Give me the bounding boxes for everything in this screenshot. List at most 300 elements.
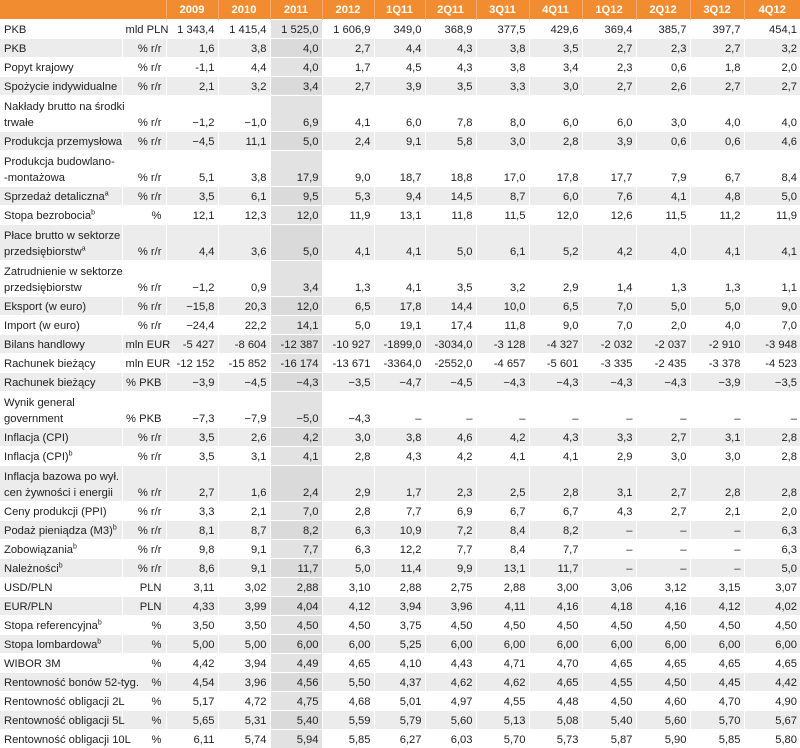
- value-cell: 2,5: [476, 466, 529, 502]
- value-cell: 3,1: [218, 447, 270, 466]
- value-cell: 14,4: [425, 297, 476, 316]
- value-cell: 3,5: [166, 187, 218, 206]
- value-cell: 3,3: [582, 428, 636, 447]
- value-cell: 454,1: [744, 20, 800, 39]
- value-cell: 4,3: [582, 502, 636, 521]
- value-cell: 7,0: [582, 297, 636, 316]
- value-cell: 11,9: [322, 206, 374, 225]
- value-cell: 6,3: [322, 521, 374, 540]
- value-cell: 6,0: [529, 187, 582, 206]
- indicator-name-text: Rentowność obligacji 10L: [4, 734, 131, 746]
- value-cell: 2,88: [476, 578, 529, 597]
- indicator-name-line: [4, 561, 119, 577]
- value-cell: 4,16: [636, 597, 690, 616]
- value-cell: 349,0: [374, 20, 425, 39]
- value-cell: 2,9: [582, 447, 636, 466]
- indicator-name-line: [4, 337, 119, 353]
- value-cell: 3,75: [374, 616, 425, 635]
- value-cell: 5,0: [270, 132, 322, 151]
- value-cell: 5,73: [529, 730, 582, 748]
- indicator-name-line: [4, 228, 119, 244]
- value-cell: 2,7: [322, 39, 374, 58]
- value-cell: 17,8: [374, 297, 425, 316]
- value-cell: 4,1: [476, 447, 529, 466]
- value-cell: −4,7: [374, 373, 425, 392]
- indicator-unit: mln EUR: [122, 335, 166, 354]
- value-cell: 4,4: [218, 58, 270, 77]
- indicator-name-text: Płace brutto w sektorze: [4, 230, 120, 242]
- indicator-name: [0, 354, 122, 373]
- value-cell: -5 601: [529, 354, 582, 373]
- indicator-name-text: Bilans handlowy: [4, 339, 85, 351]
- value-cell: 9,1: [218, 540, 270, 559]
- value-cell: 4,50: [636, 616, 690, 635]
- value-cell: –: [690, 559, 744, 578]
- table-row: [0, 132, 800, 151]
- footnote-marker: a: [105, 190, 109, 197]
- value-cell: 5,0: [690, 297, 744, 316]
- indicator-name-text: Wynik general: [4, 397, 75, 409]
- indicator-name: [0, 730, 122, 748]
- value-cell: 2,7: [636, 502, 690, 521]
- value-cell: 12,0: [270, 297, 322, 316]
- footnote-marker: a: [82, 245, 86, 252]
- value-cell: 6,1: [218, 187, 270, 206]
- indicator-name-line: [4, 599, 119, 615]
- value-cell: 4,11: [476, 597, 529, 616]
- indicator-name-line: [4, 523, 119, 539]
- indicator-name-line: [4, 208, 119, 224]
- value-cell: 4,1: [270, 447, 322, 466]
- value-cell: 7,9: [636, 151, 690, 187]
- value-cell: 2,7: [636, 466, 690, 502]
- value-cell: 7,7: [374, 502, 425, 521]
- value-cell: 4,2: [270, 428, 322, 447]
- indicator-unit: % PKB: [122, 392, 166, 428]
- value-cell: 7,0: [582, 316, 636, 335]
- value-cell: 4,45: [690, 673, 744, 692]
- value-cell: −7,3: [166, 392, 218, 428]
- value-cell: −4,5: [218, 373, 270, 392]
- value-cell: 2,6: [218, 428, 270, 447]
- value-cell: 2,0: [744, 502, 800, 521]
- value-cell: 6,3: [744, 521, 800, 540]
- value-cell: −4,5: [425, 373, 476, 392]
- value-cell: -2552,0: [425, 354, 476, 373]
- value-cell: 3,2: [744, 39, 800, 58]
- indicator-name-text: Należności: [4, 563, 59, 575]
- value-cell: 3,12: [636, 578, 690, 597]
- value-cell: 6,03: [425, 730, 476, 748]
- value-cell: 11,8: [476, 316, 529, 335]
- value-cell: -4 327: [529, 335, 582, 354]
- indicator-name-text: Produkcja budowlano-: [4, 156, 115, 168]
- value-cell: 4,42: [744, 673, 800, 692]
- table-row: [0, 540, 800, 559]
- value-cell: 2,88: [374, 578, 425, 597]
- value-cell: 4,55: [582, 673, 636, 692]
- value-cell: 4,1: [322, 225, 374, 261]
- indicator-name-line: [4, 411, 119, 427]
- indicator-unit: % r/r: [122, 297, 166, 316]
- value-cell: 3,0: [322, 428, 374, 447]
- value-cell: 2,8: [690, 466, 744, 502]
- value-cell: −7,9: [218, 392, 270, 428]
- value-cell: 4,62: [476, 673, 529, 692]
- value-cell: 0,6: [636, 58, 690, 77]
- value-cell: 1,3: [322, 261, 374, 297]
- table-row: [0, 297, 800, 316]
- value-cell: 2,7: [322, 77, 374, 96]
- value-cell: -2 435: [636, 354, 690, 373]
- indicator-unit: % r/r: [122, 466, 166, 502]
- value-cell: 6,5: [322, 297, 374, 316]
- indicator-unit: PLN: [122, 597, 166, 616]
- value-cell: 11,7: [270, 559, 322, 578]
- value-cell: -3 128: [476, 335, 529, 354]
- value-cell: 4,2: [476, 428, 529, 447]
- column-header: 1Q12: [582, 0, 636, 20]
- value-cell: 5,40: [270, 711, 322, 730]
- table-row: [0, 447, 800, 466]
- value-cell: 3,96: [218, 673, 270, 692]
- value-cell: −4,3: [322, 392, 374, 428]
- value-cell: 11,4: [374, 559, 425, 578]
- indicator-name-text: Inflacja bazowa po wył.: [4, 471, 119, 483]
- value-cell: 5,0: [744, 559, 800, 578]
- value-cell: 4,0: [690, 316, 744, 335]
- value-cell: 5,0: [270, 225, 322, 261]
- table-row: [0, 77, 800, 96]
- value-cell: 5,00: [218, 635, 270, 654]
- value-cell: 3,2: [476, 261, 529, 297]
- indicator-name: [0, 635, 122, 654]
- value-cell: -4 657: [476, 354, 529, 373]
- value-cell: −4,3: [636, 373, 690, 392]
- value-cell: 11,1: [218, 132, 270, 151]
- value-cell: -1899,0: [374, 335, 425, 354]
- value-cell: 8,7: [218, 521, 270, 540]
- value-cell: -3 948: [744, 335, 800, 354]
- value-cell: -3034,0: [425, 335, 476, 354]
- value-cell: 6,5: [529, 297, 582, 316]
- value-cell: 2,7: [582, 77, 636, 96]
- indicator-unit: % r/r: [122, 502, 166, 521]
- value-cell: 4,62: [425, 673, 476, 692]
- value-cell: 3,50: [166, 616, 218, 635]
- column-header: 1Q11: [374, 0, 425, 20]
- value-cell: 4,97: [425, 692, 476, 711]
- value-cell: −3,5: [744, 373, 800, 392]
- indicator-name: [0, 20, 122, 39]
- value-cell: 13,1: [374, 206, 425, 225]
- value-cell: 4,12: [322, 597, 374, 616]
- table-row: [0, 354, 800, 373]
- indicator-name-text: EUR/PLN: [4, 601, 53, 613]
- value-cell: 6,3: [322, 540, 374, 559]
- value-cell: 4,10: [374, 654, 425, 673]
- value-cell: 9,9: [425, 559, 476, 578]
- value-cell: 2,8: [744, 447, 800, 466]
- value-cell: 4,02: [744, 597, 800, 616]
- value-cell: 3,07: [744, 578, 800, 597]
- value-cell: 1,6: [218, 466, 270, 502]
- indicator-name-text: -montażowa: [4, 172, 65, 184]
- value-cell: 0,9: [218, 261, 270, 297]
- value-cell: 1,6: [166, 39, 218, 58]
- value-cell: -4 523: [744, 354, 800, 373]
- footnote-marker: b: [113, 524, 117, 531]
- value-cell: 7,2: [425, 521, 476, 540]
- indicator-name-text: Inflacja (CPI): [4, 432, 69, 444]
- table-row: [0, 151, 800, 187]
- column-header: 4Q12: [744, 0, 800, 20]
- footnote-marker: b: [97, 638, 101, 645]
- value-cell: 4,43: [425, 654, 476, 673]
- indicator-name-text: Rachunek bieżący: [4, 358, 95, 370]
- value-cell: 2,8: [744, 466, 800, 502]
- indicator-name: [0, 77, 122, 96]
- value-cell: 7,7: [270, 540, 322, 559]
- value-cell: 5,85: [690, 730, 744, 748]
- value-cell: 6,00: [582, 635, 636, 654]
- table-row: [0, 730, 800, 748]
- value-cell: 11,8: [425, 206, 476, 225]
- value-cell: −4,3: [270, 373, 322, 392]
- column-header: 3Q11: [476, 0, 529, 20]
- value-cell: 5,00: [166, 635, 218, 654]
- value-cell: 2,6: [636, 77, 690, 96]
- value-cell: 8,7: [476, 187, 529, 206]
- value-cell: 5,8: [425, 132, 476, 151]
- indicator-name-text: Ceny produkcji (PPI): [4, 506, 107, 518]
- value-cell: 4,6: [425, 428, 476, 447]
- indicator-name-text: Inflacja (CPI): [4, 451, 69, 463]
- indicator-name: [0, 447, 122, 466]
- value-cell: 5,01: [374, 692, 425, 711]
- value-cell: -15 852: [218, 354, 270, 373]
- value-cell: 9,1: [374, 132, 425, 151]
- indicator-name-text: PKB: [4, 24, 26, 36]
- value-cell: 3,0: [476, 132, 529, 151]
- indicator-unit: % r/r: [122, 261, 166, 297]
- indicator-unit: % PKB: [122, 373, 166, 392]
- indicator-name-text: Zobowiązania: [4, 544, 73, 556]
- value-cell: 3,06: [582, 578, 636, 597]
- value-cell: 3,15: [690, 578, 744, 597]
- indicator-name-text: przedsiębiorstw: [4, 246, 82, 258]
- value-cell: 1 525,0: [270, 20, 322, 39]
- value-cell: 2,3: [636, 39, 690, 58]
- indicator-unit: % r/r: [122, 77, 166, 96]
- value-cell: 5,70: [476, 730, 529, 748]
- value-cell: 4,5: [374, 58, 425, 77]
- indicator-name-text: Eksport (w euro): [4, 301, 86, 313]
- value-cell: -12 152: [166, 354, 218, 373]
- table-row: [0, 428, 800, 447]
- value-cell: 4,56: [270, 673, 322, 692]
- value-cell: −4,3: [582, 373, 636, 392]
- table-row: [0, 635, 800, 654]
- value-cell: 4,1: [322, 96, 374, 132]
- value-cell: 3,1: [582, 466, 636, 502]
- table-row: [0, 673, 800, 692]
- indicator-name-line: [4, 430, 119, 446]
- value-cell: 8,0: [476, 96, 529, 132]
- value-cell: 1,3: [690, 261, 744, 297]
- table-row: [0, 578, 800, 597]
- value-cell: 4,65: [529, 673, 582, 692]
- value-cell: 3,8: [218, 39, 270, 58]
- value-cell: −1,2: [166, 261, 218, 297]
- value-cell: 7,7: [529, 540, 582, 559]
- value-cell: 11,2: [690, 206, 744, 225]
- value-cell: 2,88: [270, 578, 322, 597]
- value-cell: –: [636, 559, 690, 578]
- value-cell: 3,3: [476, 77, 529, 96]
- value-cell: –: [582, 540, 636, 559]
- indicator-unit: %: [122, 206, 166, 225]
- value-cell: 3,5: [166, 428, 218, 447]
- value-cell: 4,3: [425, 58, 476, 77]
- value-cell: 1 415,4: [218, 20, 270, 39]
- value-cell: 4,42: [166, 654, 218, 673]
- indicator-name-text: Rachunek bieżący: [4, 377, 95, 389]
- value-cell: 14,5: [425, 187, 476, 206]
- value-cell: 3,10: [322, 578, 374, 597]
- footnote-marker: b: [73, 543, 77, 550]
- header-row: [0, 0, 800, 20]
- value-cell: -1,1: [166, 58, 218, 77]
- value-cell: 18,8: [425, 151, 476, 187]
- indicator-name-line: [4, 189, 119, 205]
- value-cell: 4,6: [744, 132, 800, 151]
- value-cell: 5,74: [218, 730, 270, 748]
- value-cell: 10,9: [374, 521, 425, 540]
- indicator-unit: % r/r: [122, 447, 166, 466]
- value-cell: 6,0: [529, 96, 582, 132]
- value-cell: 2,3: [582, 58, 636, 77]
- value-cell: 12,6: [582, 206, 636, 225]
- indicator-name-line: [4, 375, 119, 391]
- value-cell: 4,65: [582, 654, 636, 673]
- indicator-unit: % r/r: [122, 316, 166, 335]
- value-cell: 5,17: [166, 692, 218, 711]
- value-cell: 5,67: [744, 711, 800, 730]
- table-row: [0, 654, 800, 673]
- indicator-name-line: [4, 542, 119, 558]
- value-cell: 4,70: [529, 654, 582, 673]
- value-cell: 0,6: [690, 132, 744, 151]
- value-cell: 4,49: [270, 654, 322, 673]
- indicator-name: [0, 597, 122, 616]
- value-cell: –: [636, 540, 690, 559]
- indicator-unit: %: [122, 711, 166, 730]
- value-cell: 4,2: [425, 447, 476, 466]
- table-row: [0, 58, 800, 77]
- value-cell: 4,50: [322, 616, 374, 635]
- value-cell: 4,50: [476, 616, 529, 635]
- value-cell: 2,4: [322, 132, 374, 151]
- value-cell: −24,4: [166, 316, 218, 335]
- value-cell: 3,0: [636, 96, 690, 132]
- indicator-name: [0, 540, 122, 559]
- indicator-name: [0, 261, 122, 297]
- indicator-name-text: Rentowność obligacji 5L: [4, 715, 125, 727]
- indicator-name-line: [4, 170, 119, 186]
- value-cell: 6,7: [476, 502, 529, 521]
- value-cell: 4,3: [425, 39, 476, 58]
- value-cell: 5,0: [322, 559, 374, 578]
- value-cell: 8,1: [166, 521, 218, 540]
- value-cell: −4,3: [476, 373, 529, 392]
- value-cell: –: [425, 392, 476, 428]
- column-header: 2Q11: [425, 0, 476, 20]
- value-cell: 369,4: [582, 20, 636, 39]
- value-cell: 7,7: [425, 540, 476, 559]
- indicator-name: [0, 373, 122, 392]
- value-cell: 2,8: [322, 502, 374, 521]
- value-cell: 3,8: [476, 39, 529, 58]
- value-cell: 5,79: [374, 711, 425, 730]
- column-header: 2Q12: [636, 0, 690, 20]
- value-cell: 6,00: [636, 635, 690, 654]
- value-cell: 4,18: [582, 597, 636, 616]
- value-cell: -5 427: [166, 335, 218, 354]
- value-cell: 1,8: [690, 58, 744, 77]
- table-row: [0, 373, 800, 392]
- value-cell: 12,1: [166, 206, 218, 225]
- value-cell: 5,08: [529, 711, 582, 730]
- table-row: [0, 502, 800, 521]
- value-cell: 9,0: [322, 151, 374, 187]
- value-cell: 4,1: [636, 187, 690, 206]
- table-row: [0, 225, 800, 261]
- value-cell: −4,5: [166, 132, 218, 151]
- value-cell: −3,9: [166, 373, 218, 392]
- indicator-name: [0, 151, 122, 187]
- indicator-name: [0, 673, 122, 692]
- indicator-name: [0, 692, 122, 711]
- value-cell: 3,8: [476, 58, 529, 77]
- value-cell: 2,3: [425, 466, 476, 502]
- footnote-marker: b: [69, 450, 73, 457]
- value-cell: 5,65: [166, 711, 218, 730]
- value-cell: –: [582, 559, 636, 578]
- indicator-name-text: government: [4, 413, 63, 425]
- value-cell: −5,0: [270, 392, 322, 428]
- value-cell: 4,50: [636, 673, 690, 692]
- value-cell: 11,9: [744, 206, 800, 225]
- indicator-name: [0, 711, 122, 730]
- indicator-name-line: [4, 694, 119, 710]
- value-cell: 5,59: [322, 711, 374, 730]
- value-cell: 4,0: [270, 58, 322, 77]
- value-cell: 9,8: [166, 540, 218, 559]
- value-cell: 5,25: [374, 635, 425, 654]
- indicator-unit: % r/r: [122, 559, 166, 578]
- value-cell: 1,7: [374, 466, 425, 502]
- value-cell: 10,0: [476, 297, 529, 316]
- value-cell: 4,71: [476, 654, 529, 673]
- value-cell: 5,94: [270, 730, 322, 748]
- indicator-unit: mld PLN: [122, 20, 166, 39]
- value-cell: 3,5: [425, 261, 476, 297]
- value-cell: 9,5: [270, 187, 322, 206]
- indicator-name-line: [4, 485, 119, 501]
- value-cell: 19,1: [374, 316, 425, 335]
- indicator-unit: %: [122, 692, 166, 711]
